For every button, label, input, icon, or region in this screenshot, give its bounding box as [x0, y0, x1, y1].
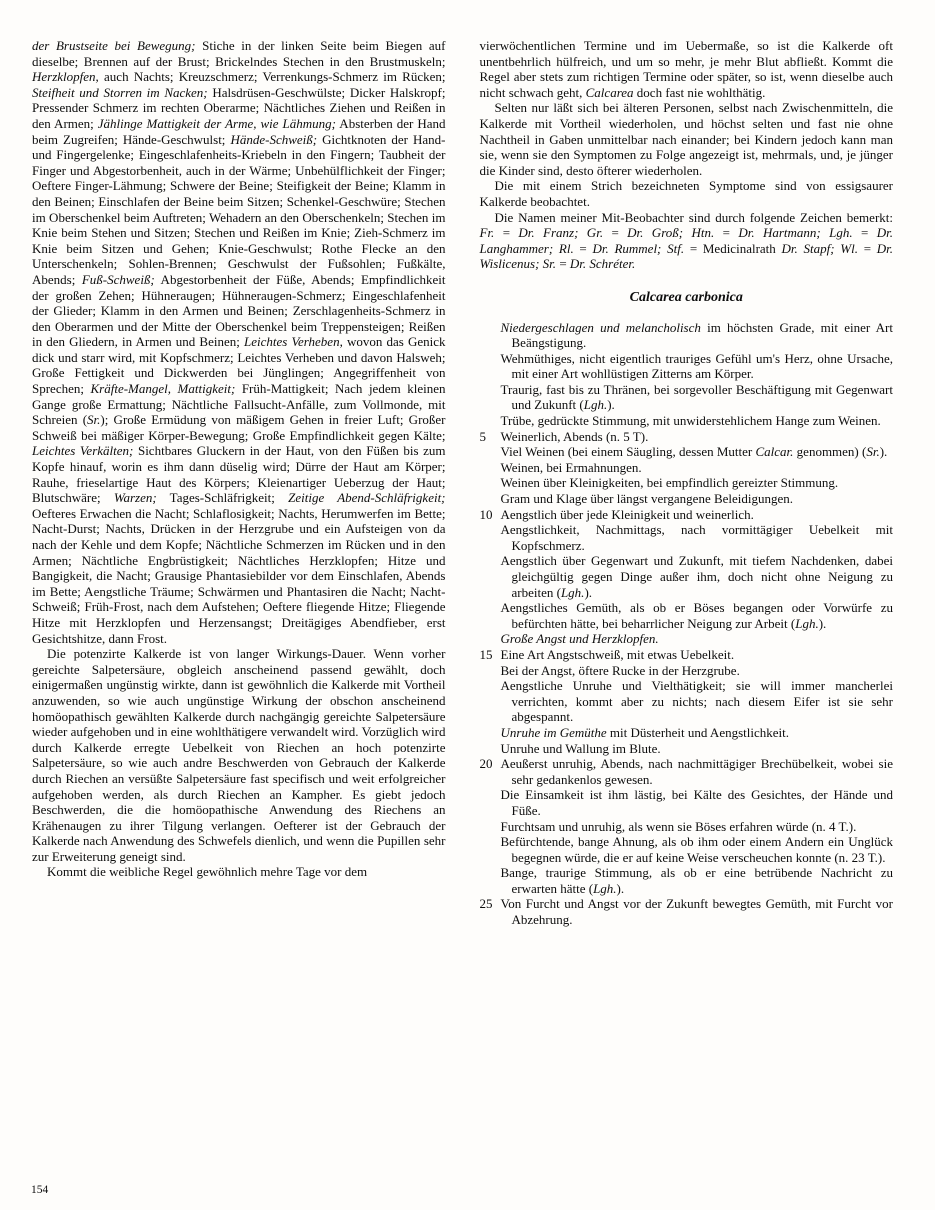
symptom-number: [480, 787, 501, 818]
symptom-item: [480, 507, 894, 523]
symptom-text: Trübe, gedrückte Stimmung, mit unwiderstehlichem Hange zum Weinen.: [500, 413, 881, 429]
symptom-item: [480, 725, 894, 741]
symptom-text: Aengstliche Unruhe und Vielthätigkeit; sie will immer mancherlei verrichten, kommt aber zu nichts; nach diesem Eifer ist sie sehr abgespannt.: [500, 678, 893, 725]
symptom-item: [480, 631, 894, 647]
paragraph: Kommt die weibliche Regel gewöhnlich mehre Tage vor dem: [47, 864, 368, 880]
symptom-number: 5: [479, 428, 486, 444]
symptom-list: [480, 320, 894, 928]
symptom-item: [480, 460, 894, 476]
symptom-text: Wehmüthiges, nicht eigentlich trauriges Gefühl um's Herz, ohne Ursache, mit einer Art wohllüstigen Zitterns am Körper.: [500, 350, 893, 382]
symptom-item: [480, 865, 894, 896]
symptom-number: [480, 460, 501, 476]
symptom-text: Aengstlich über jede Kleinigkeit und weinerlich.: [500, 506, 754, 522]
symptom-item: [480, 491, 894, 507]
symptom-text: Befürchtende, bange Ahnung, als ob ihm oder einem Andern ein Unglück begegnen würde, die er auf keine Weise verscheuchen konnte (n. 23 T.).: [500, 834, 893, 865]
symptom-item: [480, 834, 894, 865]
symptom-number: [480, 351, 501, 382]
symptom-item: [480, 413, 894, 429]
symptom-text: Unruhe und Wallung im Blute.: [500, 740, 661, 756]
symptom-item: [480, 351, 894, 382]
symptom-item: [480, 553, 894, 600]
symptom-number: [480, 834, 501, 865]
section-heading: Calcarea carbonica: [629, 289, 743, 305]
symptom-number: 25: [479, 896, 493, 912]
symptom-item: [480, 819, 894, 835]
symptom-number: [480, 413, 501, 429]
symptom-number: [480, 522, 501, 553]
symptom-number: 10: [479, 506, 493, 522]
symptom-text: Große Angst und Herzklopfen.: [500, 631, 659, 647]
paragraph: Die Namen meiner Mit-Beobachter sind durch folgende Zeichen bemerkt: Fr. = Dr. Franz; Gr. = Dr. Groß; Htn. = Dr. Hartmann; Lgh. = Dr. Langhammer; Rl. = Dr. Rummel; Stf. = Medicinalrath Dr. Stapf; Wl. = Dr. Wislicenus; Sr. = Dr. Schréter.: [479, 209, 894, 272]
symptom-text: Weinen über Kleinigkeiten, bei empfindlich gereizter Stimmung.: [500, 475, 839, 491]
symptom-number: [480, 382, 501, 413]
symptom-text: Aengstliches Gemüth, als ob er Böses begangen oder Vorwürfe zu befürchten hätte, bei beharrlicher Neigung zur Arbeit (Lgh.).: [500, 600, 893, 631]
symptom-item: [480, 444, 894, 460]
symptom-item: [480, 756, 894, 787]
symptom-item: [480, 678, 894, 725]
symptom-number: 20: [479, 756, 493, 772]
symptom-number: [480, 865, 501, 896]
symptom-number: [480, 663, 501, 679]
symptom-text: Eine Art Angstschweiß, mit etwas Uebelkeit.: [500, 646, 735, 662]
paragraph: der Brustseite bei Bewegung; Stiche in der linken Seite beim Biegen auf dieselbe; Brennen auf der Brust; Brickelndes Stechen in den Brustmuskeln; Herzklopfen, auch Nachts; Kreuzschmerz; Verrenkungs-Schmerz im Rücken; Steifheit und Storren im Nacken; Halsdrüsen-Geschwülste; Dicker Halskropf; Pressender Schmerz im rechten Oberarme; Nächtliches Ziehen und Reißen in den Armen; Jählinge Mattigkeit der Arme, wie Lähmung; Absterben der Hand beim Zugreifen; Hände-Geschwulst; Hände-Schweiß; Gichtknoten der Hand- und Fingergelenke; Eingeschlafenheits-Kriebeln in den Fingern; Taubheit der Finger und Abgestorbenheit, auch in der Wärme; Unbehülflichkeit der Finger; Oeftere Finger-Lähmung; Schwere der Beine; Steifigkeit der Beine; Klamm in den Beinen; Einschlafen der Beine beim Sitzen; Schenkel-Geschwüre; Stechen im Oberschenkel beim Auftreten; Wehadern an den Oberschenkeln; Stechen im Knie beim Stehen und Sitzen; Stechen und Reißen im Knie; Zieh-Schmerz im Knie beim Sitzen und Gehen; Knie-Geschwulst; Rothe Flecke an den Unterschenkeln; Sohlen-Brennen; Geschwulst der Fußsohlen; Fußkälte, Abends; Fuß-Schweiß; Abgestorbenheit der Füße, Abends; Empfindlichkeit der großen Zehen; Hühneraugen; Hühneraugen-Schmerz; Eingeschlafenheit der Glieder; Klamm in den Armen und Beinen; Zerschlagenheits-Schmerz in den Oberarmen und der Mitte der Oberschenkel beim Treppensteigen; Reißen in den Gliedern, in Armen und Beinen; Leichtes Verheben, wovon das Genick dick und starr wird, mit Kopfschmerz; Leichtes Verheben und davon Halsweh; Große Fettigkeit und Dickwerden bei Jünglingen; Angegriffenheit von Sprechen; Kräfte-Mangel, Mattigkeit; Früh-Mattigkeit; Nach jedem kleinen Gange große Ermattung; Nächtliche Fallsucht-Anfälle, zum Vollmonde, mit Schreien (Sr.); Große Ermüdung von mäßigem Gehen in freier Luft; Großer Schweiß bei mäßiger Körper-Bewegung; Große Empfindlichkeit gegen Kälte; Leichtes Verkälten; Sichtbares Gluckern in der Haut, von den Füßen bis zum Kopfe hinauf, worin es ihm dann düselig wird; Dürre der Haut am Körper; Rauhe, frieselartige Haut des Körpers; Kleienartiger Ueberzug der Haut; Blutschwäre; Warzen; Tages-Schläfrigkeit; Zeitige Abend-Schläfrigkeit; Oefteres Erwachen die Nacht; Schlaflosigkeit; Nachts, Herumwerfen im Bette; Nacht-Durst; Nachts, Drücken in der Herzgrube und ein Aufsteigen von da nach der Kehle und dem Kopfe; Nächtliche Schmerzen im Rücken und in den Armen; Nächtliche Engbrüstigkeit; Nächtliches Herzklopfen; Hitze und Bangigkeit, die Nacht; Grausige Phantasiebilder vor dem Einschlafen, Abends im Bette; Aengstliche Träume; Schwärmen und Phantasiren die Nacht; Nacht-Schweiß; Früh-Frost, nach dem Aufstehen; Oeftere fliegende Hitze; Fliegende Hitze mit Herzklopfen und Herzensangst; Dreitägiges Abendfieber, erst Gesichtshitze, dann Frost.: [32, 38, 446, 646]
symptom-text: Weinen, bei Ermahnungen.: [500, 459, 642, 475]
symptom-text: Bei der Angst, öftere Rucke in der Herzgrube.: [500, 662, 740, 678]
symptom-text: Unruhe im Gemüthe mit Düsterheit und Aengstlichkeit.: [500, 724, 789, 740]
text-columns: [32, 38, 893, 928]
paragraph: Die mit einem Strich bezeichneten Symptome sind von essigsaurer Kalkerde beobachtet.: [479, 178, 893, 209]
symptom-item: [480, 429, 894, 445]
symptom-item: [480, 382, 894, 413]
symptom-number: [480, 741, 501, 757]
symptom-item: [480, 647, 894, 663]
symptom-text: Bange, traurige Stimmung, als ob er eine betrübende Nachricht zu erwarten hätte (Lgh.).: [500, 865, 893, 896]
symptom-text: Weinerlich, Abends (n. 5 T).: [500, 428, 649, 444]
symptom-text: Furchtsam und unruhig, als wenn sie Böses erfahren würde (n. 4 T.).: [500, 818, 857, 834]
intro-paragraphs: [480, 38, 894, 272]
symptom-text: Aengstlichkeit, Nachmittags, nach vormittägiger Uebelkeit mit Kopfschmerz.: [500, 522, 893, 553]
right-column: [480, 38, 894, 928]
symptom-text: Von Furcht und Angst vor der Zukunft bewegtes Gemüth, mit Furcht vor Abzehrung.: [500, 896, 893, 928]
symptom-number: [480, 725, 501, 741]
symptom-number: [480, 553, 501, 600]
symptom-item: [480, 896, 894, 927]
paragraph: vierwöchentlichen Termine und im Uebermaße, so ist die Kalkerde oft unentbehrlich hülfreich, und um so mehr, je mehr Blut abfließt. Kommt die Regel aber stets zum richtigen Termine oder später, so ist, wenn dieselbe auch nicht schwach geht, Calcarea doch fast nie wohlthätig.: [479, 38, 893, 100]
symptom-item: [480, 600, 894, 631]
left-column: [32, 38, 446, 928]
symptom-item: [480, 663, 894, 679]
symptom-item: [480, 475, 894, 491]
symptom-text: Aeußerst unruhig, Abends, nach nachmittägiger Brechübelkeit, wobei sie sehr gedankenlos gewesen.: [500, 756, 893, 787]
symptom-text: Niedergeschlagen und melancholisch im höchsten Grade, mit einer Art Beängstigung.: [500, 319, 893, 351]
symptom-text: Aengstlich über Gegenwart und Zukunft, mit tiefem Nachdenken, dabei gleichgültig gegen Dinge außer ihm, doch nicht ohne Neigung zu arbeiten (Lgh.).: [500, 553, 893, 600]
symptom-text: Traurig, fast bis zu Thränen, bei sorgevoller Beschäftigung mit Gegenwart und Zukunft (Lgh.).: [500, 381, 893, 413]
symptom-text: Viel Weinen (bei einem Säugling, dessen Mutter Calcar. genommen) (Sr.).: [500, 444, 888, 460]
symptom-number: [480, 444, 501, 460]
paragraph: Die potenzirte Kalkerde ist von langer Wirkungs-Dauer. Wenn vorher gereichte Salpetersäure, obgleich anscheinend passend gewählt, doch einigermaßen ungünstig wirkte, dann ist gewöhnlich die Kalkerde mit Vortheil anzuwenden, so wie auch ungünstige Wirkung der obschon anscheinend homöopathisch gewählten Kalkerde durch nachgängig gereichte Salpetersäure wieder aufgehoben und in eine wohlthätigere verwandelt wird. Vorzüglich wird durch Kalkerde erregte Uebelkeit von Riechen an hoch potenzirte Salpetersäure, so wie auch andre Beschwerden von Gebrauch der Kalkerde durch Riechen an versüßte Salpetersäure fast specifisch und weit erfolgreicher aufgehoben werden, als durch Riechen an Kampher. Es giebt jedoch Beschwerden, die die homöopathische Anwendung des Riechens an Krähenaugen zu ihrer Tilgung verlangen. Oefterer ist der Gebrauch der Kalkerde nach Anwendung des Schwefels dienlich, und wenn die Pupillen sehr zur Erweiterung geneigt sind.: [32, 646, 446, 864]
symptom-text: Die Einsamkeit ist ihm lästig, bei Kälte des Gesichtes, der Hände und Füße.: [500, 787, 893, 818]
symptom-item: [480, 522, 894, 553]
symptom-number: [480, 631, 501, 647]
symptom-item: [480, 741, 894, 757]
symptom-number: [480, 491, 501, 507]
symptom-number: [480, 678, 501, 725]
symptom-number: [480, 475, 501, 491]
paragraph: Selten nur läßt sich bei älteren Personen, selbst nach Zwischenmitteln, die Kalkerde mit Vortheil wiederholen, und höchst selten und fast nie ohne Nachtheil in Gaben unmittelbar nach einander; bei Kindern jedoch kann man sie, wenn sie den Symptomen zu Folge angezeigt ist, mehrmals, und, je jünger die Kinder sind, desto öfterer wiederholen.: [479, 100, 893, 178]
page-number: 154: [31, 1184, 49, 1197]
symptom-number: 15: [479, 646, 493, 662]
symptom-number: [480, 320, 501, 351]
symptom-item: [480, 320, 894, 351]
symptom-number: [480, 819, 501, 835]
symptom-item: [480, 787, 894, 818]
symptom-text: Gram und Klage über längst vergangene Beleidigungen.: [500, 491, 794, 507]
symptom-number: [480, 600, 501, 631]
